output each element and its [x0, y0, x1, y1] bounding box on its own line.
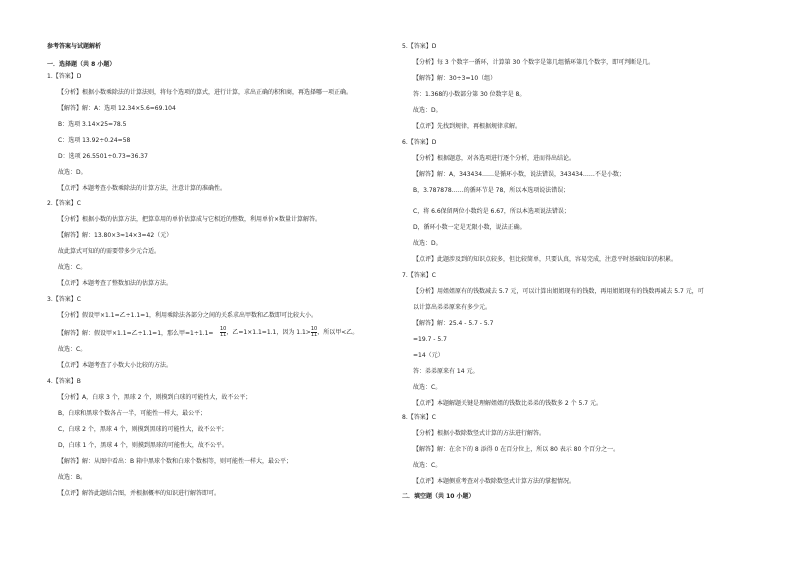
text-line: 答：1.368的小数部分第 30 位数字是 8。: [413, 91, 526, 98]
text-line: 【分析】假设甲×1.1=乙÷1.1=1，利用乘除法各部分之间的关系求出甲数和乙数即可比较大小。: [58, 312, 318, 319]
text-line: 答：弟弟原来有 14 元。: [413, 368, 479, 375]
fraction: $\frac{10}{11}$: [310, 326, 318, 338]
text-line: 【解答】解：30÷3=10（组）: [413, 75, 497, 82]
text-line: 5.【答案】D: [402, 43, 437, 50]
text-line: 3.【答案】C: [47, 296, 81, 303]
text-line: 【分析】根据小数的估算方法，把算草用的单价估算成与它相近的整数，利用单价×数量计算解答。: [58, 216, 322, 223]
text-line: 1.【答案】D: [47, 73, 82, 80]
text-line: B：选项 3.14×25=78.5: [58, 121, 127, 128]
text-line: C，白球 2 个，黑球 4 个，则摸到黑球的可能性大，故不公平；: [58, 426, 228, 433]
text-line: 故选：C。: [58, 264, 87, 271]
text-line: 故选：D。: [58, 169, 87, 176]
text-line: 6.【答案】D: [402, 139, 437, 146]
text-line: 故选：C。: [58, 346, 87, 353]
text-line: 【解答】解：从图中看出：B 箱中黑球个数和白球个数相等，则可能性一样大，最公平；: [58, 458, 293, 465]
text-line: 【分析】A，白球 3 个，黑球 2 个，则摸到白球的可能性大，故不公平；: [58, 394, 252, 401]
text-line: 【解答】解：在余下的 8 添得 0 在百分位上，所以 80 表示 80 个百分之一。: [413, 446, 620, 453]
text-line: C，将 6.6保留两位小数约是 6.67，所以本选项说法错误；: [413, 208, 570, 215]
text-line: C：选项 13.92÷0.24=58: [58, 137, 131, 144]
text-line: 故选：D。: [413, 107, 442, 114]
text-line: 【分析】每 3 个数字一循环，计算第 30 个数字是第几组循环第几个数字，即可判断是几。: [413, 59, 655, 66]
text-line: 【点评】本题侧重考查对小数除数竖式计算方法的掌握情况。: [413, 478, 576, 485]
text-line: 8.【答案】C: [402, 414, 436, 421]
text-line: 【分析】根据题意，对各选项进行逐个分析，进而得出结论。: [413, 155, 576, 162]
text-line: =19.7 - 5.7: [413, 336, 447, 343]
text-line: 【分析】根据小数乘除法的计算法则，将每个选项的算式，进行计算，求出正确的积和商，再选择哪一项正确。: [58, 89, 353, 96]
text-line: 【点评】先找到规律，再根据规律求解。: [413, 123, 522, 130]
text-line: 【点评】本题考查了整数加法的估算方法。: [58, 280, 173, 287]
text-line: 【分析】根据小数除数竖式计算的方法进行解答。: [413, 430, 546, 437]
text-line: 【点评】本题考查小数乘除法的计算方法，注意计算的准确性。: [58, 185, 227, 192]
text-line: B，白球和黑球个数各占一半，可能性一样大，最公平；: [58, 410, 207, 417]
text-line: 【点评】此题涉及到的知识点较多，但比较简单，只要认真，容易完成，注意平时基础知识的积累。: [413, 256, 678, 263]
text-line: 故此算式可知的的需要带多少元合适。: [58, 248, 161, 255]
text-line: 故选：B。: [58, 474, 87, 481]
text-line: 【解答】解：A，343434……是循环小数，说法错误，343434……不是小数；: [413, 171, 625, 178]
text-line: 【解答】解：13.80×3≈14×3=42（元）: [58, 232, 173, 239]
text-line: 以计算出弟弟原来有多少元。: [413, 304, 492, 311]
text-line: 【分析】用姐姐原有的钱数减去 5.7 元，可以计算出姐姐现有的钱数，再用姐姐现有的钱数再减去 5.7 元，可: [413, 288, 704, 295]
text-line: 参考答案与试题解析: [47, 43, 102, 50]
text-line: D，白球 1 个，黑球 4 个，则摸到黑球的可能性大，故不公平。: [58, 442, 228, 449]
text-line: 故选：C。: [413, 384, 442, 391]
text-line: 【解答】解：25.4 - 5.7 - 5.7: [413, 320, 494, 327]
text-line: B，3.787878……的循环节是 78，所以本选项说法错误；: [413, 187, 570, 194]
text-line: 一．选择题（共 8 小题）: [47, 61, 116, 68]
q3-fraction-line: $\frac{10}{11}$ ，乙=1×1.1=1.1，因为 1.1> $\frac{10}{11}$ ，所以甲<乙。: [220, 326, 359, 338]
text-line: 【点评】本题考查了小数大小比较的方法。: [58, 362, 173, 369]
text-line: 故选：D。: [413, 240, 442, 247]
text-line: 【点评】解答此题结合图，并根据概率的知识进行解答即可。: [58, 490, 221, 497]
text-line: 2.【答案】C: [47, 200, 81, 207]
text-line: =14（元）: [413, 352, 444, 359]
text-line: 故选：C。: [413, 462, 442, 469]
text-line: 【解答】解：A：选项 12.34×5.6=69.104: [58, 105, 176, 112]
text-line: 二．填空题（共 10 小题）: [402, 493, 475, 500]
text-line: 4.【答案】B: [47, 378, 81, 385]
fraction: $\frac{10}{11}$: [220, 326, 227, 338]
text-line: D：选项 26.5501÷0.73=36.37: [58, 153, 148, 160]
text-line: 【解答】解：假设甲×1.1=乙÷1.1=1，那么甲=1÷1.1=: [58, 330, 214, 337]
text-line: D，循环小数一定是无限小数，说法正确。: [413, 224, 526, 231]
text-line: 7.【答案】C: [402, 272, 436, 279]
text-line: 【点评】本题解题关键是理解姐姐的钱数比弟弟的钱数多 2 个 5.7 元。: [413, 400, 602, 407]
